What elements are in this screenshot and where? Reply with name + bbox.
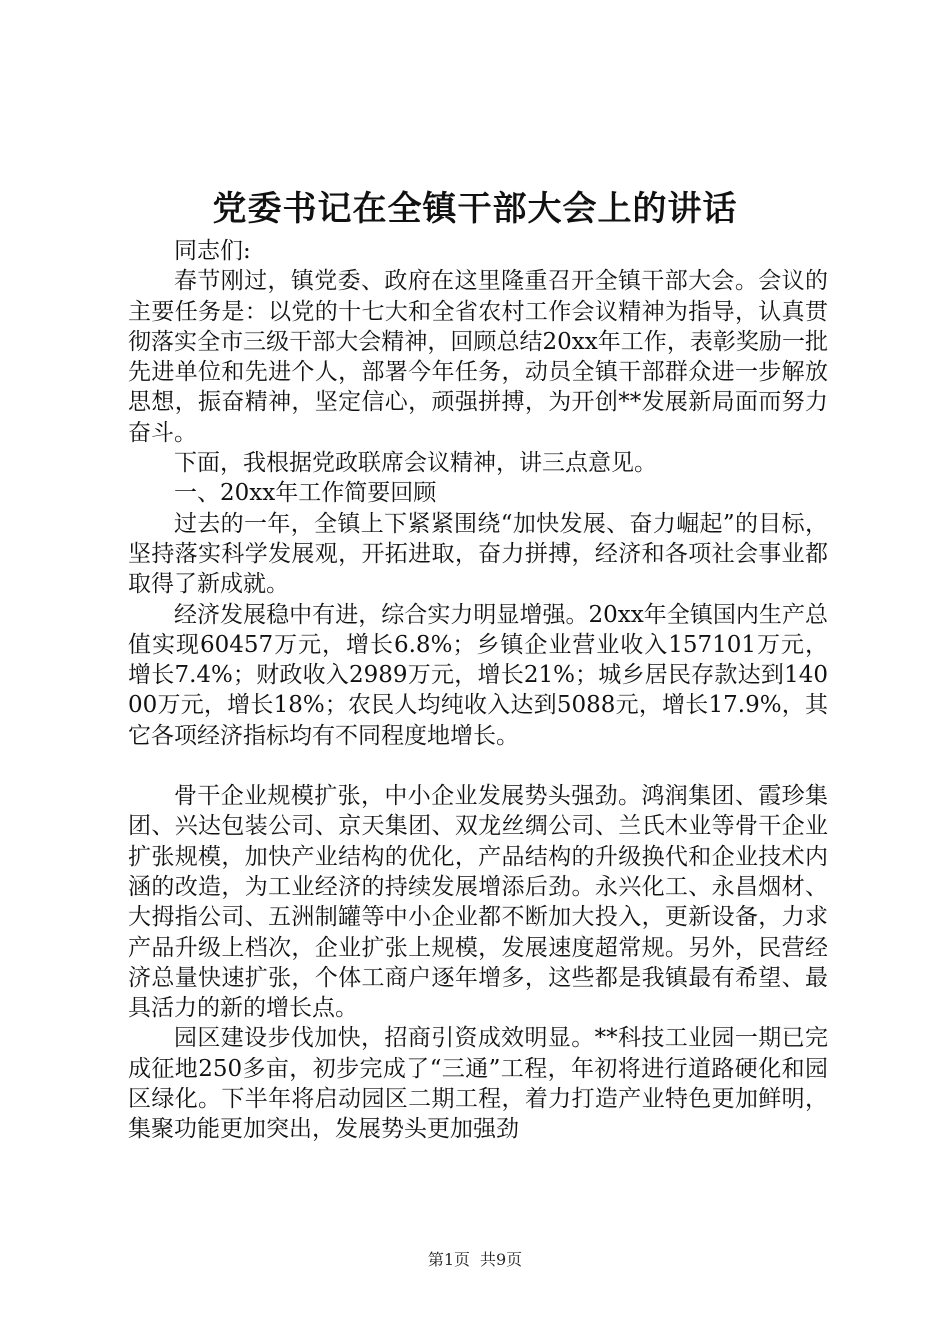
salutation-paragraph: 同志们: [174,238,251,264]
document-title: 党委书记在全镇干部大会上的讲话 [212,189,738,229]
body-paragraph: 春节刚过，镇党委、政府在这里隆重召开全镇干部大会。会议的主要任务是：以党的十七大和全省农村工作会议精神为指导，认真贯彻落实全市三级干部大会精神，回顾总结20xx年工作，表彰奖励一批先进单位和先进个人，部署今年任务，动员全镇干部群众进一步解放思想，振奋精神，坚定信心，顽强拼搏，为开创**发展新局面而努力奋斗。 [128,268,828,446]
body-paragraph: 经济发展稳中有进，综合实力明显增强。20xx年全镇国内生产总值实现60457万元，增长6.8%；乡镇企业营业收入157101万元，增长7.4%；财政收入2989万元，增长21%；城乡居民存款达到14000万元，增长18%；农民人均纯收入达到5088元，增长17.9%，其它各项经济指标均有不同程度地增长。 [128,601,828,749]
document-body [128,236,828,1145]
page-number: 第1页 [427,1250,470,1269]
body-paragraph: 下面，我根据党政联席会议精神，讲三点意见。 [174,450,657,477]
body-paragraph: 过去的一年，全镇上下紧紧围绕“加快发展、奋力崛起”的目标，坚持落实科学发展观，开拓进取，奋力拼搏，经济和各项社会事业都取得了新成就。 [128,510,828,598]
page-footer [0,1250,950,1270]
body-paragraph: 骨干企业规模扩张，中小企业发展势头强劲。鸿润集团、霞珍集团、兴达包装公司、京天集团、双龙丝绸公司、兰氏木业等骨干企业扩张规模，加快产业结构的优化，产品结构的升级换代和企业技术内涵的改造，为工业经济的持续发展增添后劲。永兴化工、永昌烟材、大拇指公司、五洲制罐等中小企业都不断加大投入，更新设备，力求产品升级上档次，企业扩张上规模，发展速度超常规。另外，民营经济总量快速扩张，个体工商户逐年增多，这些都是我镇最有希望、最具活力的新的增长点。 [128,783,828,1022]
section-heading: 一、20xx年工作简要回顾 [174,480,437,507]
body-paragraph: 园区建设步伐加快，招商引资成效明显。**科技工业园一期已完成征地250多亩，初步完成了“三通”工程，年初将进行道路硬化和园区绿化。下半年将启动园区二期工程，着力打造产业特色更加鲜明，集聚功能更加突出，发展势头更加强劲 [128,1025,828,1143]
page-total: 共9页 [480,1250,523,1269]
